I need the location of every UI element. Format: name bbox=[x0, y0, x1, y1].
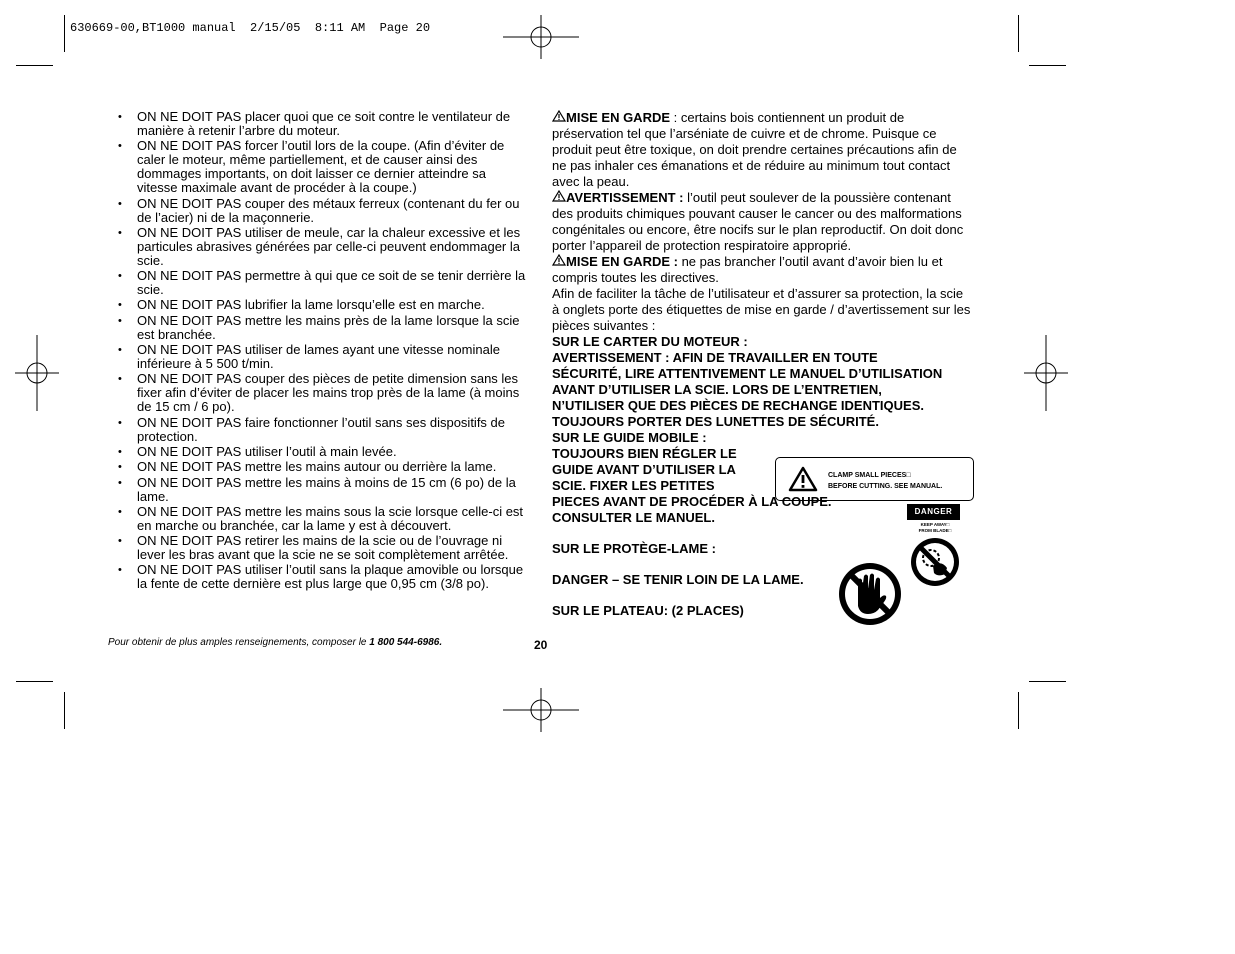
fence-warning: TOUJOURS BIEN RÉGLER LE GUIDE AVANT D’UTILISER LA SCIE. FIXER LES PETITES PIECES AVANT DE PROCÉDER À LA COUPE. CONSULTER LE MANUEL. bbox=[552, 446, 832, 525]
footer-text: Pour obtenir de plus amples renseignements, composer le bbox=[108, 637, 370, 648]
no-hands-icon bbox=[838, 562, 902, 626]
list-item: • ON NE DOIT PAS couper des pièces de petite dimension sans les fixer afin d’éviter de placer les mains trop près de la lame (à moins de 15 cm / 6 po). bbox=[118, 372, 530, 414]
list-item: • ON NE DOIT PAS retirer les mains de la scie ou de l’ouvrage ni lever les bras avant que la scie ne se soit complètement arrêtée. bbox=[118, 534, 530, 562]
clamp-warning-label bbox=[775, 457, 974, 501]
caution-text: : certains bois contiennent un produit de préservation tel que l’arséniate de cuivre et de chrome. Puisque ce produit peut être toxique, on doit prendre certaines précautions afin de ne pas inhaler ces émanations et de réduire au minimum tout contact avec la peau. bbox=[552, 110, 957, 189]
crop-mark bbox=[1018, 15, 1019, 52]
list-item: • ON NE DOIT PAS faire fonctionner l’outil sans ses dispositifs de protection. bbox=[118, 416, 530, 444]
caution-paragraph-2 bbox=[552, 254, 972, 286]
list-item: • ON NE DOIT PAS mettre les mains sous la scie lorsque celle-ci est en marche ou branchée, car la lame y est à découvert. bbox=[118, 505, 530, 533]
intro-paragraph: Afin de faciliter la tâche de l’utilisateur et d’assurer sa protection, la scie à onglets porte des étiquettes de mise en garde / d’avertissement sur les pièces suivantes : bbox=[552, 286, 971, 333]
guard-warning: DANGER – SE TENIR LOIN DE LA LAME. bbox=[552, 572, 804, 587]
page-number: 20 bbox=[534, 638, 548, 652]
list-item: • ON NE DOIT PAS mettre les mains près de la lame lorsque la scie est branchée. bbox=[118, 314, 530, 342]
registration-mark-top bbox=[503, 15, 579, 59]
list-item: • ON NE DOIT PAS utiliser de meule, car la chaleur excessive et les particules abrasives générées par celle-ci peuvent endommager la scie. bbox=[118, 226, 530, 268]
fence-heading: SUR LE GUIDE MOBILE : bbox=[552, 430, 707, 445]
list-item: • ON NE DOIT PAS forcer l’outil lors de la coupe. (Afin d’éviter de caler le moteur, même partiellement, et de causer ainsi des dommages importants, on doit laisser ce dernier atteindre sa vitesse maximale avant de procéder à la coupe.) bbox=[118, 139, 530, 195]
footer-phone: 1 800 544-6986. bbox=[369, 637, 443, 648]
danger-label: DANGER bbox=[907, 504, 960, 520]
slug-line: 630669-00,BT1000 manual 2/15/05 8:11 AM Page 20 bbox=[70, 21, 431, 35]
crop-mark bbox=[1018, 692, 1019, 729]
caution-label-2: MISE EN GARDE : bbox=[566, 254, 678, 269]
crop-mark bbox=[16, 65, 53, 66]
caution-text-2: ne pas brancher l’outil avant d’avoir bien lu et compris toutes les directives. bbox=[552, 254, 943, 285]
registration-mark-bottom bbox=[503, 688, 579, 732]
list-item: • ON NE DOIT PAS mettre les mains à moins de 15 cm (6 po) de la lame. bbox=[118, 476, 530, 504]
guard-heading: SUR LE PROTÈGE-LAME : bbox=[552, 541, 716, 556]
table-heading: SUR LE PLATEAU: (2 PLACES) bbox=[552, 603, 744, 618]
safety-bullet-list bbox=[118, 110, 530, 593]
clamp-label-text: CLAMP SMALL PIECES□ BEFORE CUTTING. SEE MANUAL. bbox=[828, 472, 943, 490]
keep-away-text: KEEP AWAY□ FROM BLADE□ bbox=[918, 522, 952, 533]
list-item: • ON NE DOIT PAS couper des métaux ferreux (contenant du fer ou de l’acier) ni de la maçonnerie. bbox=[118, 197, 530, 225]
warning-label: AVERTISSEMENT : bbox=[566, 190, 684, 205]
warning-text: l’outil peut soulever de la poussière contenant des produits chimiques pouvant causer le cancer ou des malformations congénitales ou encore, être nocifs sur le plan reproductif. On doit donc porter l’appareil de protection respiratoire approprié. bbox=[552, 190, 964, 253]
crop-mark bbox=[1029, 65, 1066, 66]
list-item: • ON NE DOIT PAS lubrifier la lame lorsqu’elle est en marche. bbox=[118, 298, 530, 312]
warning-triangle-icon bbox=[552, 110, 566, 122]
no-hands-blade-icon bbox=[909, 536, 961, 588]
crop-mark bbox=[64, 692, 65, 729]
crop-mark bbox=[64, 15, 65, 52]
list-item: • ON NE DOIT PAS placer quoi que ce soit contre le ventilateur de manière à retenir l’arbre du moteur. bbox=[118, 110, 530, 138]
warning-triangle-icon bbox=[788, 466, 818, 492]
list-item: • ON NE DOIT PAS utiliser l’outil à main levée. bbox=[118, 445, 530, 459]
motor-warning: AVERTISSEMENT : AFIN DE TRAVAILLER EN TOUTE SÉCURITÉ, LIRE ATTENTIVEMENT LE MANUEL D’UTILISATION AVANT D’UTILISER LA SCIE. LORS DE L’ENTRETIEN, N’UTILISER QUE DES PIÈCES DE RECHANGE IDENTIQUES. TOUJOURS PORTER DES LUNETTES DE SÉCURITÉ. bbox=[552, 350, 943, 429]
list-item: • ON NE DOIT PAS mettre les mains autour ou derrière la lame. bbox=[118, 460, 530, 474]
list-item: • ON NE DOIT PAS utiliser l’outil sans la plaque amovible ou lorsque la fente de cette dernière est plus large que 0,95 cm (3/8 po). bbox=[118, 563, 530, 591]
caution-label: MISE EN GARDE bbox=[566, 110, 671, 125]
warning-paragraph bbox=[552, 190, 972, 254]
crop-mark bbox=[16, 681, 53, 682]
crop-mark bbox=[1029, 681, 1066, 682]
registration-mark-right bbox=[1024, 335, 1068, 411]
registration-mark-left bbox=[15, 335, 59, 411]
motor-heading: SUR LE CARTER DU MOTEUR : bbox=[552, 334, 748, 349]
warning-triangle-icon bbox=[552, 190, 566, 202]
footer-note bbox=[108, 637, 442, 648]
list-item: • ON NE DOIT PAS utiliser de lames ayant une vitesse nominale inférieure à 5 500 t/min. bbox=[118, 343, 530, 371]
caution-paragraph bbox=[552, 110, 972, 190]
warning-triangle-icon bbox=[552, 254, 566, 266]
list-item: • ON NE DOIT PAS permettre à qui que ce soit de se tenir derrière la scie. bbox=[118, 269, 530, 297]
